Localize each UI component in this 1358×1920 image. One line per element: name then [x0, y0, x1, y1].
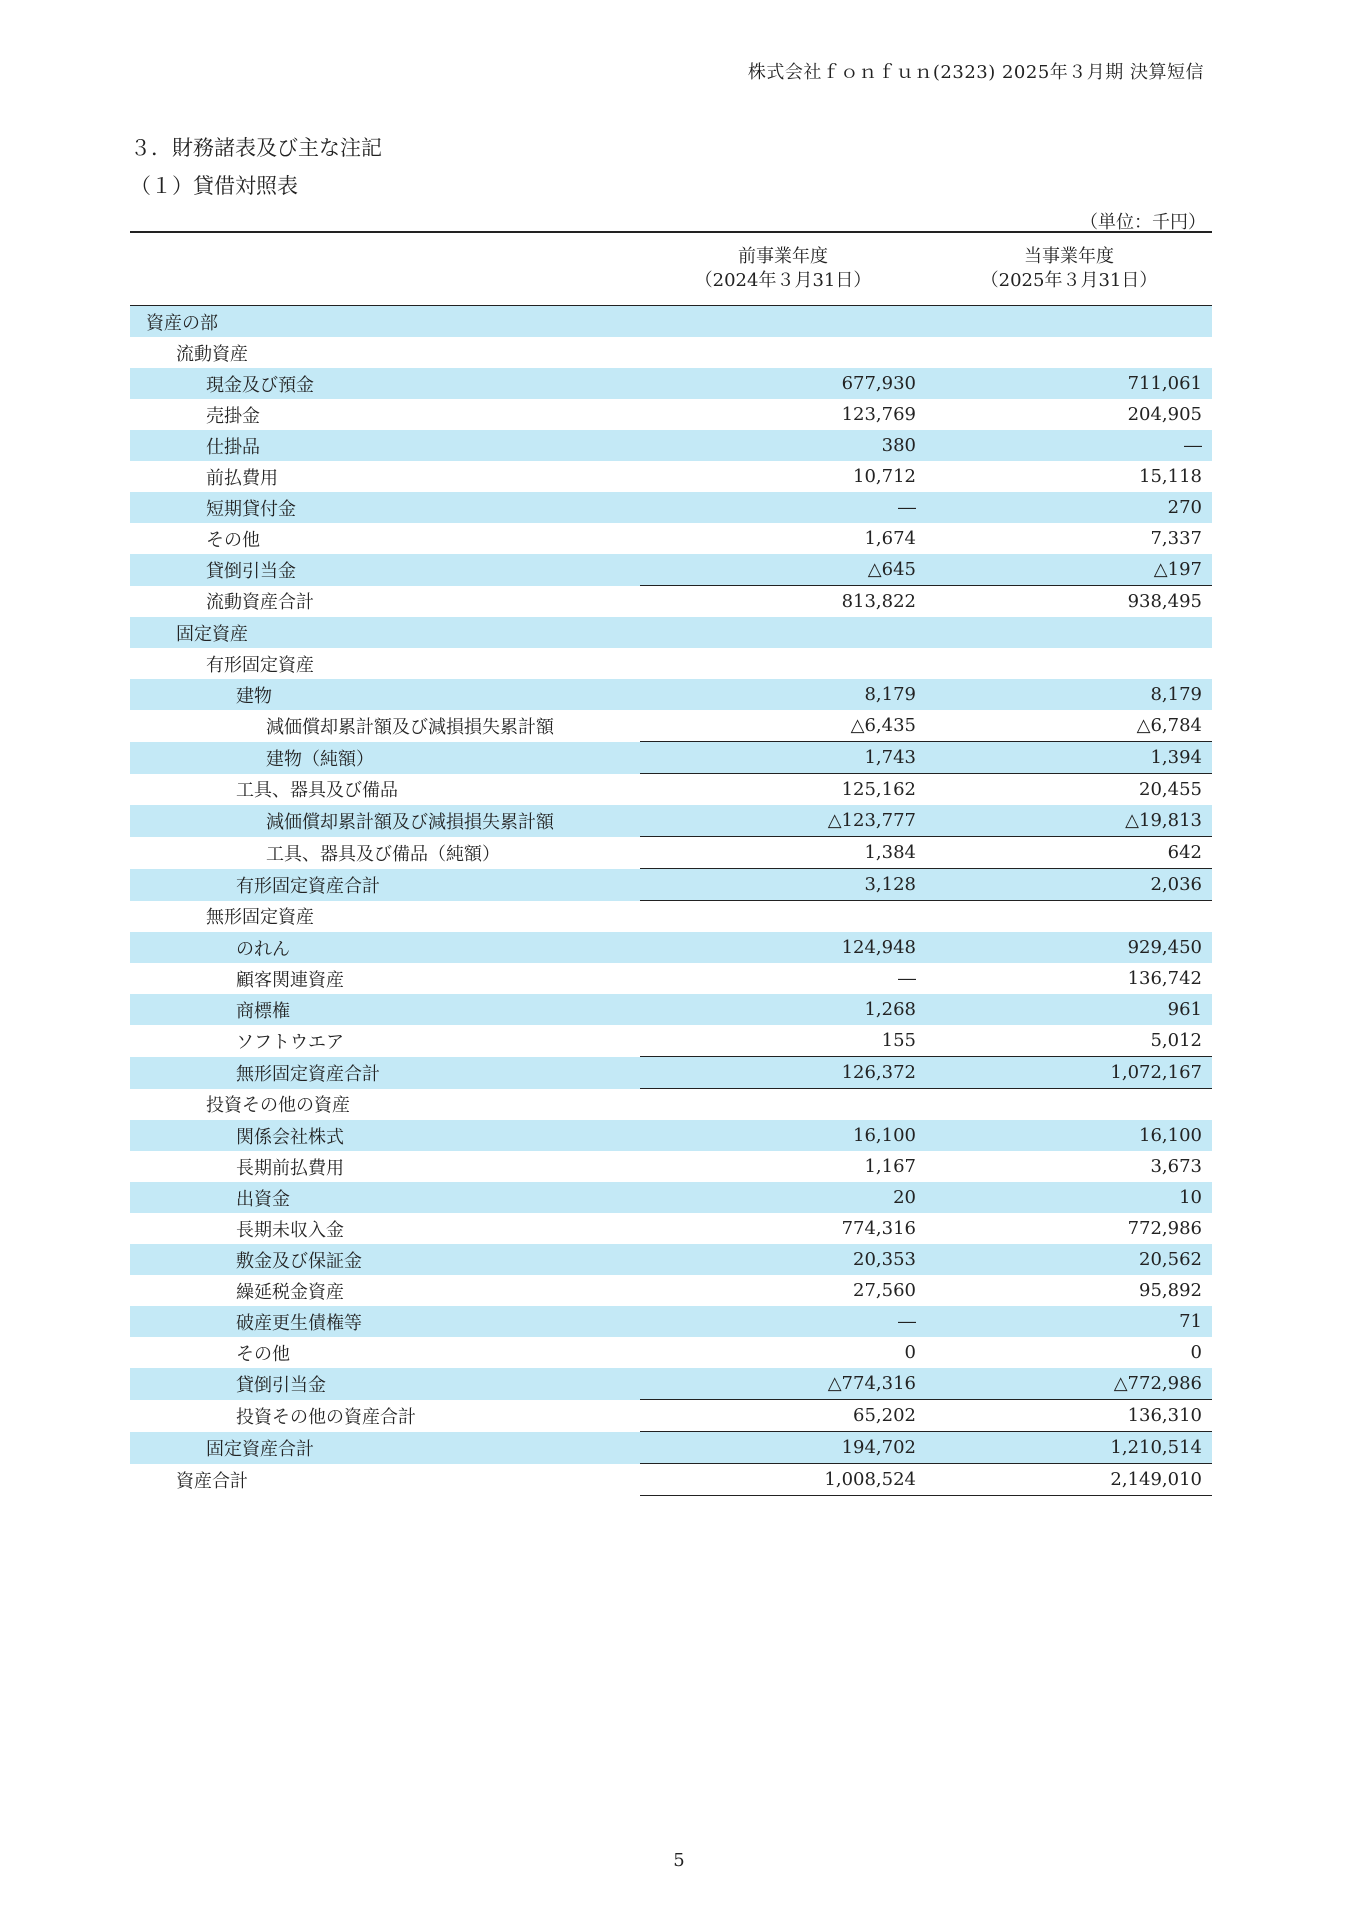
row-label: 流動資産合計 [206, 592, 314, 614]
table-row [130, 1025, 1212, 1057]
row-prev-value: ― [640, 1306, 926, 1337]
row-curr-value: 0 [1190, 1342, 1202, 1363]
row-label: 現金及び預金 [130, 368, 640, 399]
row-prev-value: 774,316 [841, 1218, 916, 1239]
table-row [130, 837, 1212, 869]
table-row [130, 523, 1212, 554]
row-prev-value [640, 337, 926, 368]
row-prev-value: 813,822 [640, 586, 926, 618]
row-label: 長期前払費用 [236, 1157, 344, 1179]
row-curr-value: 2,149,010 [926, 1464, 1212, 1496]
row-prev-value [640, 901, 926, 933]
row-label: 貸倒引当金 [130, 1368, 640, 1400]
section-title: ３．財務諸表及び主な注記 [130, 136, 382, 160]
row-prev-value: 155 [881, 1030, 916, 1051]
row-curr-value: △197 [926, 554, 1212, 586]
header-prev-year [640, 232, 926, 306]
table-row [130, 1337, 1212, 1368]
row-curr-value: △772,986 [926, 1368, 1212, 1400]
row-curr-value: 15,118 [1139, 466, 1202, 487]
page-number: 5 [673, 1850, 685, 1871]
table-row [130, 710, 1212, 742]
table-row [130, 1213, 1212, 1244]
row-label: 繰延税金資産 [236, 1281, 344, 1303]
row-label: ソフトウエア [236, 1031, 344, 1053]
table-row [130, 679, 1212, 710]
row-curr-value [926, 901, 1212, 933]
row-label: 長期未収入金 [236, 1219, 344, 1241]
table-row [130, 805, 1212, 837]
row-curr-value [926, 337, 1212, 368]
row-prev-value: 20,353 [640, 1244, 926, 1275]
row-curr-value [926, 617, 1212, 648]
row-prev-value: 1,743 [640, 742, 926, 774]
row-label: 有形固定資産合計 [130, 869, 640, 901]
row-prev-value: △123,777 [640, 805, 926, 837]
table-row [130, 430, 1212, 461]
row-label: 投資その他の資産 [206, 1095, 350, 1117]
row-label: 無形固定資産合計 [130, 1057, 640, 1089]
table-row [130, 368, 1212, 399]
row-label: 工具、器具及び備品（純額） [266, 843, 500, 865]
row-label: 建物（純額） [130, 742, 640, 774]
row-label: 資産の部 [130, 306, 640, 338]
table-row [130, 1432, 1212, 1464]
row-prev-value: 65,202 [640, 1400, 926, 1432]
row-label: 工具、器具及び備品 [236, 780, 398, 802]
row-curr-value: 642 [926, 837, 1212, 869]
table-row [130, 742, 1212, 774]
row-curr-value: 1,210,514 [926, 1432, 1212, 1464]
row-curr-value: 270 [926, 492, 1212, 523]
row-label: 流動資産 [176, 343, 248, 365]
table-row [130, 1244, 1212, 1275]
curr-year-date: （2025年３月31日） [980, 270, 1158, 291]
row-label: 無形固定資産 [206, 907, 314, 929]
row-prev-value: 125,162 [640, 774, 926, 806]
table-row [130, 617, 1212, 648]
row-curr-value: △6,784 [1136, 715, 1202, 736]
row-prev-value: 27,560 [853, 1280, 916, 1301]
row-label: 出資金 [130, 1182, 640, 1213]
table-row [130, 932, 1212, 963]
row-prev-value: ― [898, 968, 916, 989]
row-label: 有形固定資産 [206, 654, 314, 676]
row-prev-value [640, 306, 926, 338]
table-row [130, 963, 1212, 994]
row-curr-value: 95,892 [1139, 1280, 1202, 1301]
row-curr-value: 20,562 [926, 1244, 1212, 1275]
row-prev-value [640, 1089, 926, 1121]
row-curr-value: 772,986 [1127, 1218, 1202, 1239]
table-row [130, 1464, 1212, 1496]
table-row [130, 461, 1212, 492]
row-label: のれん [130, 932, 640, 963]
table-row [130, 1368, 1212, 1400]
table-row [130, 869, 1212, 901]
row-label: 顧客関連資産 [236, 969, 344, 991]
header-blank [130, 232, 640, 306]
row-label: 固定資産合計 [130, 1432, 640, 1464]
table-row [130, 994, 1212, 1025]
row-prev-value [640, 617, 926, 648]
unit-label: （単位：千円） [1080, 212, 1206, 233]
report-header: 株式会社ｆｏｎｆｕｎ(2323) 2025年３月期 決算短信 [747, 62, 1204, 83]
row-curr-value: 2,036 [926, 869, 1212, 901]
row-prev-value: 380 [640, 430, 926, 461]
row-curr-value: 136,742 [1127, 968, 1202, 989]
row-prev-value: 1,384 [640, 837, 926, 869]
row-prev-value: 1,674 [864, 528, 916, 549]
row-label: 資産合計 [176, 1470, 248, 1492]
row-curr-value: 1,072,167 [926, 1057, 1212, 1089]
row-prev-value: 1,008,524 [640, 1464, 926, 1496]
row-curr-value: 71 [926, 1306, 1212, 1337]
row-curr-value [926, 306, 1212, 338]
table-row [130, 1400, 1212, 1432]
row-label: 短期貸付金 [130, 492, 640, 523]
row-curr-value: 1,394 [926, 742, 1212, 774]
prev-year-date: （2024年３月31日） [694, 270, 872, 291]
row-curr-value: 20,455 [926, 774, 1212, 806]
row-prev-value: △645 [640, 554, 926, 586]
table-row [130, 1151, 1212, 1182]
row-prev-value: 123,769 [841, 404, 916, 425]
row-label: 貸倒引当金 [130, 554, 640, 586]
row-label: 関係会社株式 [130, 1120, 640, 1151]
row-curr-value: 204,905 [1127, 404, 1202, 425]
row-label: その他 [206, 529, 260, 551]
curr-year-title: 当事業年度 [1024, 246, 1114, 267]
row-curr-value: 711,061 [926, 368, 1212, 399]
row-prev-value: 1,268 [640, 994, 926, 1025]
row-label: 建物 [130, 679, 640, 710]
row-curr-value: 938,495 [926, 586, 1212, 618]
table-row [130, 586, 1212, 618]
row-prev-value: 194,702 [640, 1432, 926, 1464]
row-label: 敷金及び保証金 [130, 1244, 640, 1275]
row-curr-value [926, 1089, 1212, 1121]
balance-sheet-table [130, 231, 1212, 1496]
row-curr-value: 929,450 [926, 932, 1212, 963]
table-row [130, 648, 1212, 679]
row-prev-value: 8,179 [640, 679, 926, 710]
row-curr-value: 16,100 [926, 1120, 1212, 1151]
table-row [130, 1182, 1212, 1213]
row-curr-value [926, 648, 1212, 679]
row-curr-value: 10 [926, 1182, 1212, 1213]
row-prev-value: 16,100 [640, 1120, 926, 1151]
table-row [130, 1089, 1212, 1121]
row-prev-value: △774,316 [640, 1368, 926, 1400]
row-label: 投資その他の資産合計 [236, 1406, 416, 1428]
row-label: 商標権 [130, 994, 640, 1025]
table-row [130, 337, 1212, 368]
row-label: 減価償却累計額及び減損損失累計額 [130, 805, 640, 837]
prev-year-title: 前事業年度 [738, 246, 828, 267]
header-curr-year [926, 232, 1212, 306]
row-label: 破産更生債権等 [130, 1306, 640, 1337]
row-label: 減価償却累計額及び減損損失累計額 [266, 716, 554, 738]
table-row [130, 492, 1212, 523]
row-prev-value: 124,948 [640, 932, 926, 963]
row-curr-value: 5,012 [1150, 1030, 1202, 1051]
row-prev-value: 0 [904, 1342, 916, 1363]
row-prev-value: ― [640, 492, 926, 523]
table-header-row [130, 232, 1212, 306]
row-label: その他 [236, 1343, 290, 1365]
table-row [130, 1120, 1212, 1151]
row-prev-value: 20 [640, 1182, 926, 1213]
row-prev-value: 3,128 [640, 869, 926, 901]
row-curr-value: 3,673 [1150, 1156, 1202, 1177]
subsection-title: （１）貸借対照表 [130, 174, 298, 198]
row-label: 売掛金 [206, 405, 260, 427]
row-curr-value: ― [926, 430, 1212, 461]
row-prev-value: 10,712 [853, 466, 916, 487]
row-curr-value: 7,337 [1150, 528, 1202, 549]
row-prev-value [640, 648, 926, 679]
table-row [130, 554, 1212, 586]
row-curr-value: 8,179 [926, 679, 1212, 710]
row-curr-value: 136,310 [926, 1400, 1212, 1432]
table-row [130, 306, 1212, 338]
table-row [130, 901, 1212, 933]
row-curr-value: 961 [926, 994, 1212, 1025]
row-prev-value: △6,435 [850, 715, 916, 736]
row-label: 仕掛品 [130, 430, 640, 461]
table-row [130, 1306, 1212, 1337]
row-prev-value: 1,167 [864, 1156, 916, 1177]
row-label: 固定資産 [130, 617, 640, 648]
row-prev-value: 677,930 [640, 368, 926, 399]
table-row [130, 1057, 1212, 1089]
row-prev-value: 126,372 [640, 1057, 926, 1089]
table-row [130, 774, 1212, 806]
table-row [130, 1275, 1212, 1306]
row-curr-value: △19,813 [926, 805, 1212, 837]
row-label: 前払費用 [206, 467, 278, 489]
table-row [130, 399, 1212, 430]
